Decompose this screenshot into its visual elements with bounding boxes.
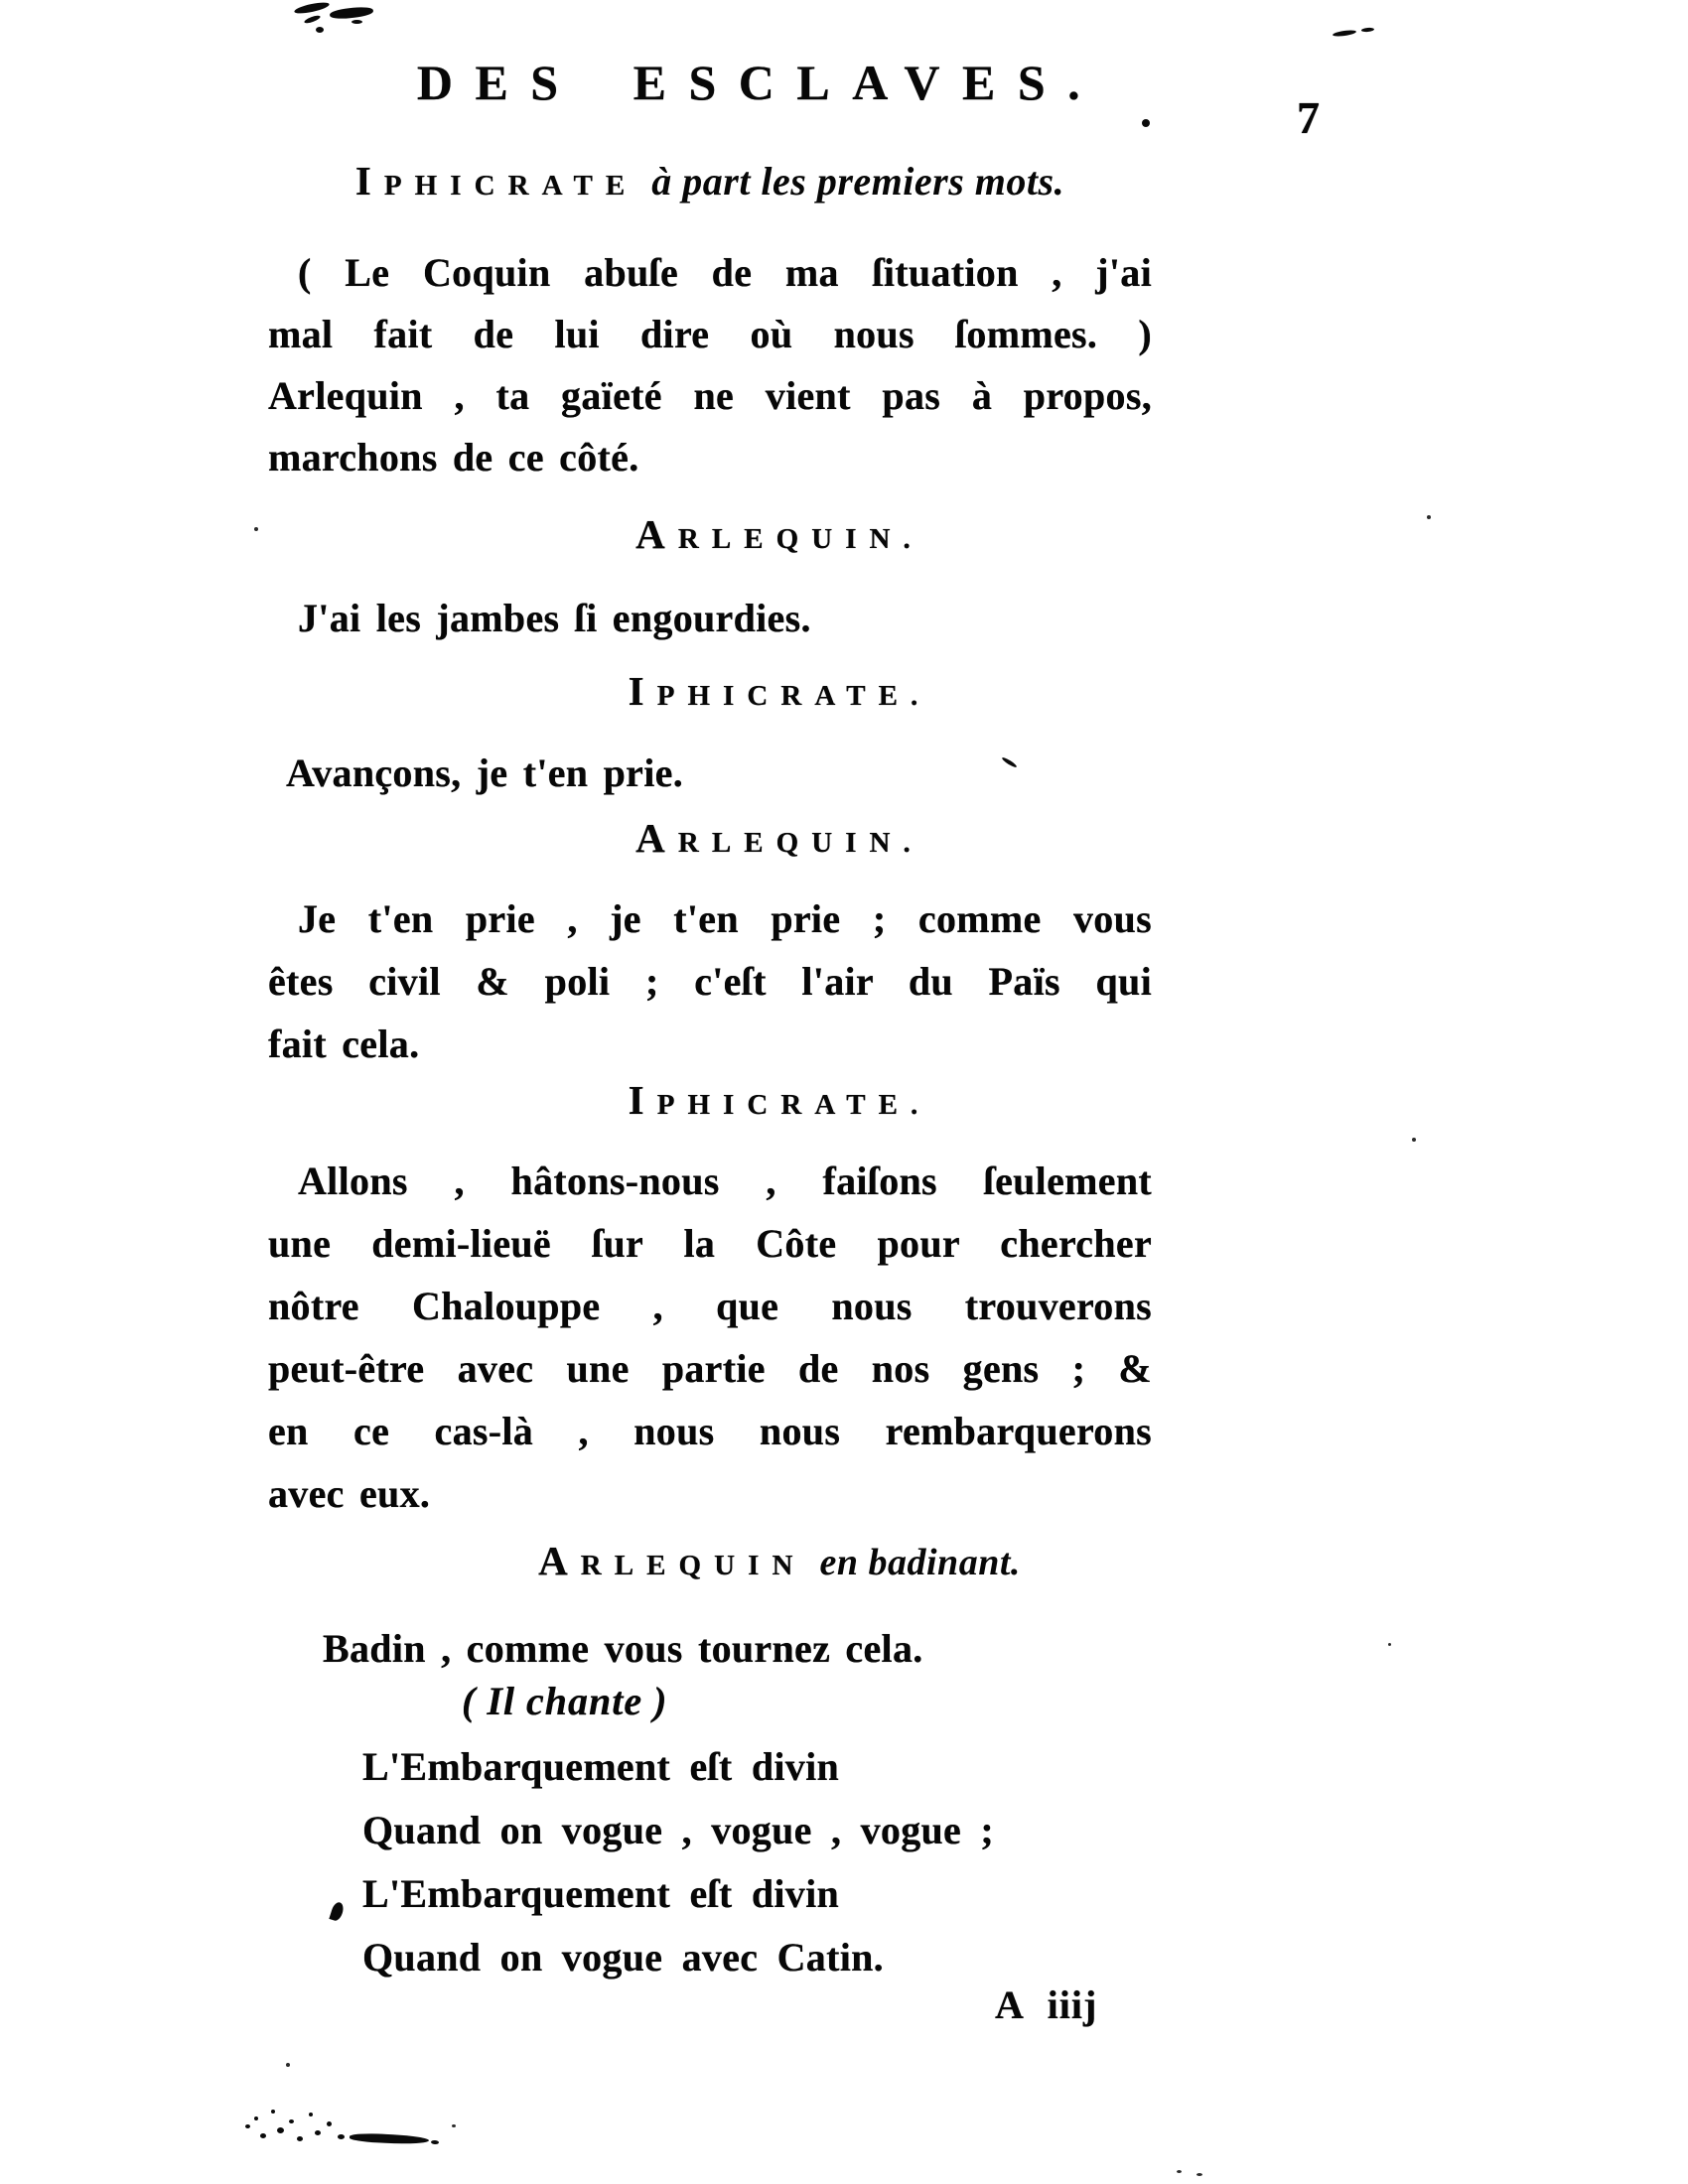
ink-speck: [352, 20, 362, 24]
dialogue-line: peut-être avec une partie de nos gens ; &: [268, 1346, 1152, 1391]
ink-speck: [329, 1901, 345, 1922]
song-line: L'Embarquement eſt divin: [362, 1744, 840, 1789]
ink-speck: [452, 2124, 456, 2127]
speaker-name: ARLEQUIN: [538, 1538, 806, 1583]
speaker-name: ARLEQUIN.: [635, 511, 923, 557]
dialogue-paragraph: [268, 242, 1152, 488]
ink-speck: [254, 527, 258, 531]
ink-speck: [294, 0, 331, 15]
speaker-name: IPHICRATE: [354, 158, 638, 204]
song-line: L'Embarquement eſt divin: [362, 1871, 840, 1916]
dialogue-line: Avançons, je t'en prie.: [286, 751, 684, 795]
speaker-name: ARLEQUIN.: [635, 815, 923, 861]
dialogue-line: ( Le Coquin abuſe de ma ſituation , j'ai: [298, 250, 1152, 295]
running-title: DES ESCLAVES.: [416, 55, 1103, 110]
dialogue-line: en ce cas-là , nous nous rembarquerons: [268, 1409, 1152, 1453]
ink-speck: [297, 2136, 303, 2141]
dialogue-line: Allons , hâtons-nous , faiſons ſeulement: [298, 1159, 1152, 1203]
dialogue-paragraph: [268, 743, 1152, 804]
dialogue-line: Je t'en prie , je t'en prie ; comme vous: [298, 896, 1152, 941]
speaker-name: IPHICRATE.: [628, 668, 931, 714]
song-line: Quand on vogue avec Catin.: [362, 1935, 884, 1979]
dialogue-line: avec eux.: [268, 1471, 431, 1516]
ink-speck: [286, 2063, 290, 2067]
dialogue-line: mal fait de lui dire où nous ſommes. ): [268, 312, 1152, 356]
dialogue-line: êtes civil & poli ; c'eſt l'air du Païs qui: [268, 959, 1152, 1004]
speaker-heading: [338, 815, 1221, 861]
ink-speck: [1196, 2173, 1202, 2176]
ink-speck: [277, 2127, 284, 2133]
ink-speck: [309, 2113, 313, 2116]
speaker-name: IPHICRATE.: [628, 1077, 931, 1123]
ink-speck: [1427, 515, 1431, 519]
speaker-heading: [338, 668, 1221, 714]
dialogue-paragraph: [268, 887, 1152, 1075]
ink-speck: [289, 2119, 294, 2123]
dialogue-line: fait cela.: [268, 1022, 420, 1066]
ink-speck: [1333, 29, 1356, 37]
speaker-heading: [338, 1077, 1221, 1123]
dialogue-paragraph: [268, 1618, 1152, 1680]
ink-speck: [260, 2133, 266, 2138]
dialogue-line: Arlequin , ta gaïeté ne vient pas à propos,: [268, 373, 1152, 418]
ink-speck: [327, 2121, 332, 2126]
speaker-heading: [338, 1538, 1221, 1583]
dialogue-line: Badin , comme vous tournez cela.: [323, 1626, 923, 1671]
song-stanza: [362, 1735, 994, 1989]
ink-speck: [271, 2110, 275, 2114]
ink-speck: [1142, 119, 1150, 127]
page-number: 7: [1297, 92, 1320, 143]
ink-speck: [431, 2140, 439, 2145]
ink-speck: [316, 27, 324, 33]
ink-speck: [304, 14, 322, 25]
dialogue-line: marchons de ce côté.: [268, 435, 639, 479]
ink-speck: [254, 2116, 258, 2120]
dialogue-paragraph: [268, 1150, 1152, 1525]
signature-mark: A iiij: [995, 1982, 1098, 2027]
speaker-heading: [268, 158, 1152, 204]
ink-speck: [338, 2134, 345, 2139]
dialogue-line: J'ai les jambes ſi engourdies.: [298, 596, 811, 640]
dialogue-line: nôtre Chalouppe , que nous trouverons: [268, 1284, 1152, 1328]
dialogue-line: une demi-lieuë ſur la Côte pour chercher: [268, 1221, 1152, 1266]
stage-direction-chante: ( Il chante ): [462, 1679, 668, 1723]
stage-direction: à part les premiers mots.: [651, 159, 1065, 204]
ink-speck: [1412, 1138, 1416, 1142]
ink-speck: [350, 2132, 429, 2145]
ink-speck: [315, 2130, 321, 2135]
ink-speck: [1388, 1643, 1391, 1646]
ink-speck: [330, 6, 374, 21]
ink-speck: [245, 2124, 250, 2128]
dialogue-paragraph: [268, 588, 1152, 649]
speaker-heading: [338, 511, 1221, 557]
ink-speck: [1177, 2170, 1182, 2173]
stage-direction: en badinant.: [819, 1542, 1021, 1583]
ink-speck: [1361, 27, 1374, 32]
song-line: Quand on vogue , vogue , vogue ;: [362, 1808, 995, 1852]
